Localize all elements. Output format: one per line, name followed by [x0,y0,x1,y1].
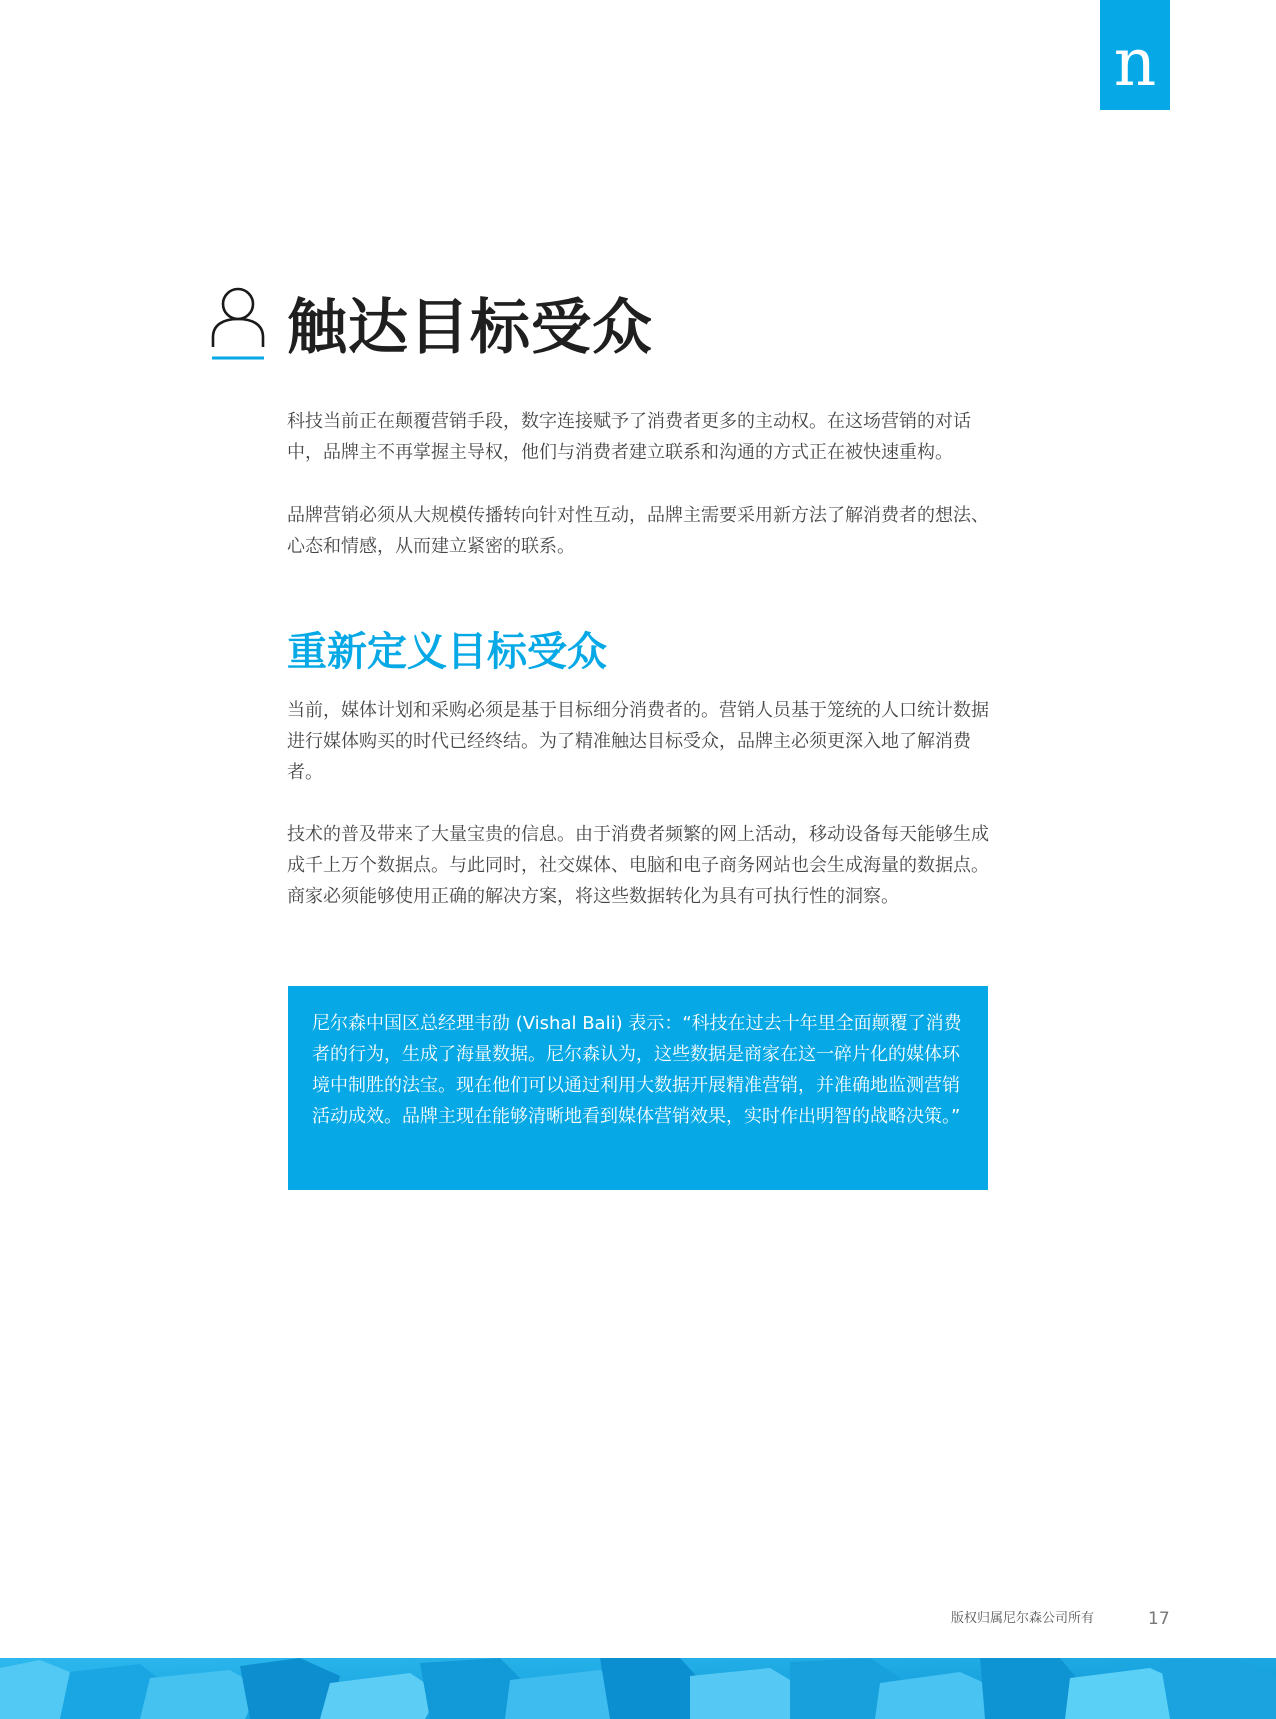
quote-box [288,986,988,1190]
quote-text: 尼尔森中国区总经理韦劭 (Vishal Bali) 表示：“科技在过去十年里全面颠覆了消费者的行为，生成了海量数据。尼尔森认为，这些数据是商家在这一碎片化的媒体环境中制胜的法宝。现在他们可以通过利用大数据开展精准营销，并准确地监测营销活动成效。品牌主现在能够清晰地看到媒体营销效果，实时作出明智的战略决策。” [312,1013,962,1127]
person-icon [211,287,265,365]
brand-logo-letter: n [1113,24,1157,101]
section-paragraph-2: 技术的普及带来了大量宝贵的信息。由于消费者频繁的网上活动，移动设备每天能够生成成千上万个数据点。与此同时，社交媒体、电脑和电子商务网站也会生成海量的数据点。商家必须能够使用正确的解决方案，将这些数据转化为具有可执行性的洞察。 [287,824,989,907]
footer-copyright: 版权归属尼尔森公司所有 [951,1611,1095,1626]
decorative-hexagon-banner [0,1658,1276,1719]
brand-logo [1100,0,1170,110]
section-title: 重新定义目标受众 [287,629,607,675]
intro-paragraph-1: 科技当前正在颠覆营销手段，数字连接赋予了消费者更多的主动权。在这场营销的对话中，品牌主不再掌握主导权，他们与消费者建立联系和沟通的方式正在被快速重构。 [287,411,971,463]
intro-paragraph-2: 品牌营销必须从大规模传播转向针对性互动，品牌主需要采用新方法了解消费者的想法、心态和情感，从而建立紧密的联系。 [287,505,989,557]
page-title: 触达目标受众 [287,293,653,363]
section-paragraph-1: 当前，媒体计划和采购必须是基于目标细分消费者的。营销人员基于笼统的人口统计数据进行媒体购买的时代已经终结。为了精准触达目标受众，品牌主必须更深入地了解消费者。 [287,700,989,783]
page-number: 17 [1148,1609,1170,1629]
